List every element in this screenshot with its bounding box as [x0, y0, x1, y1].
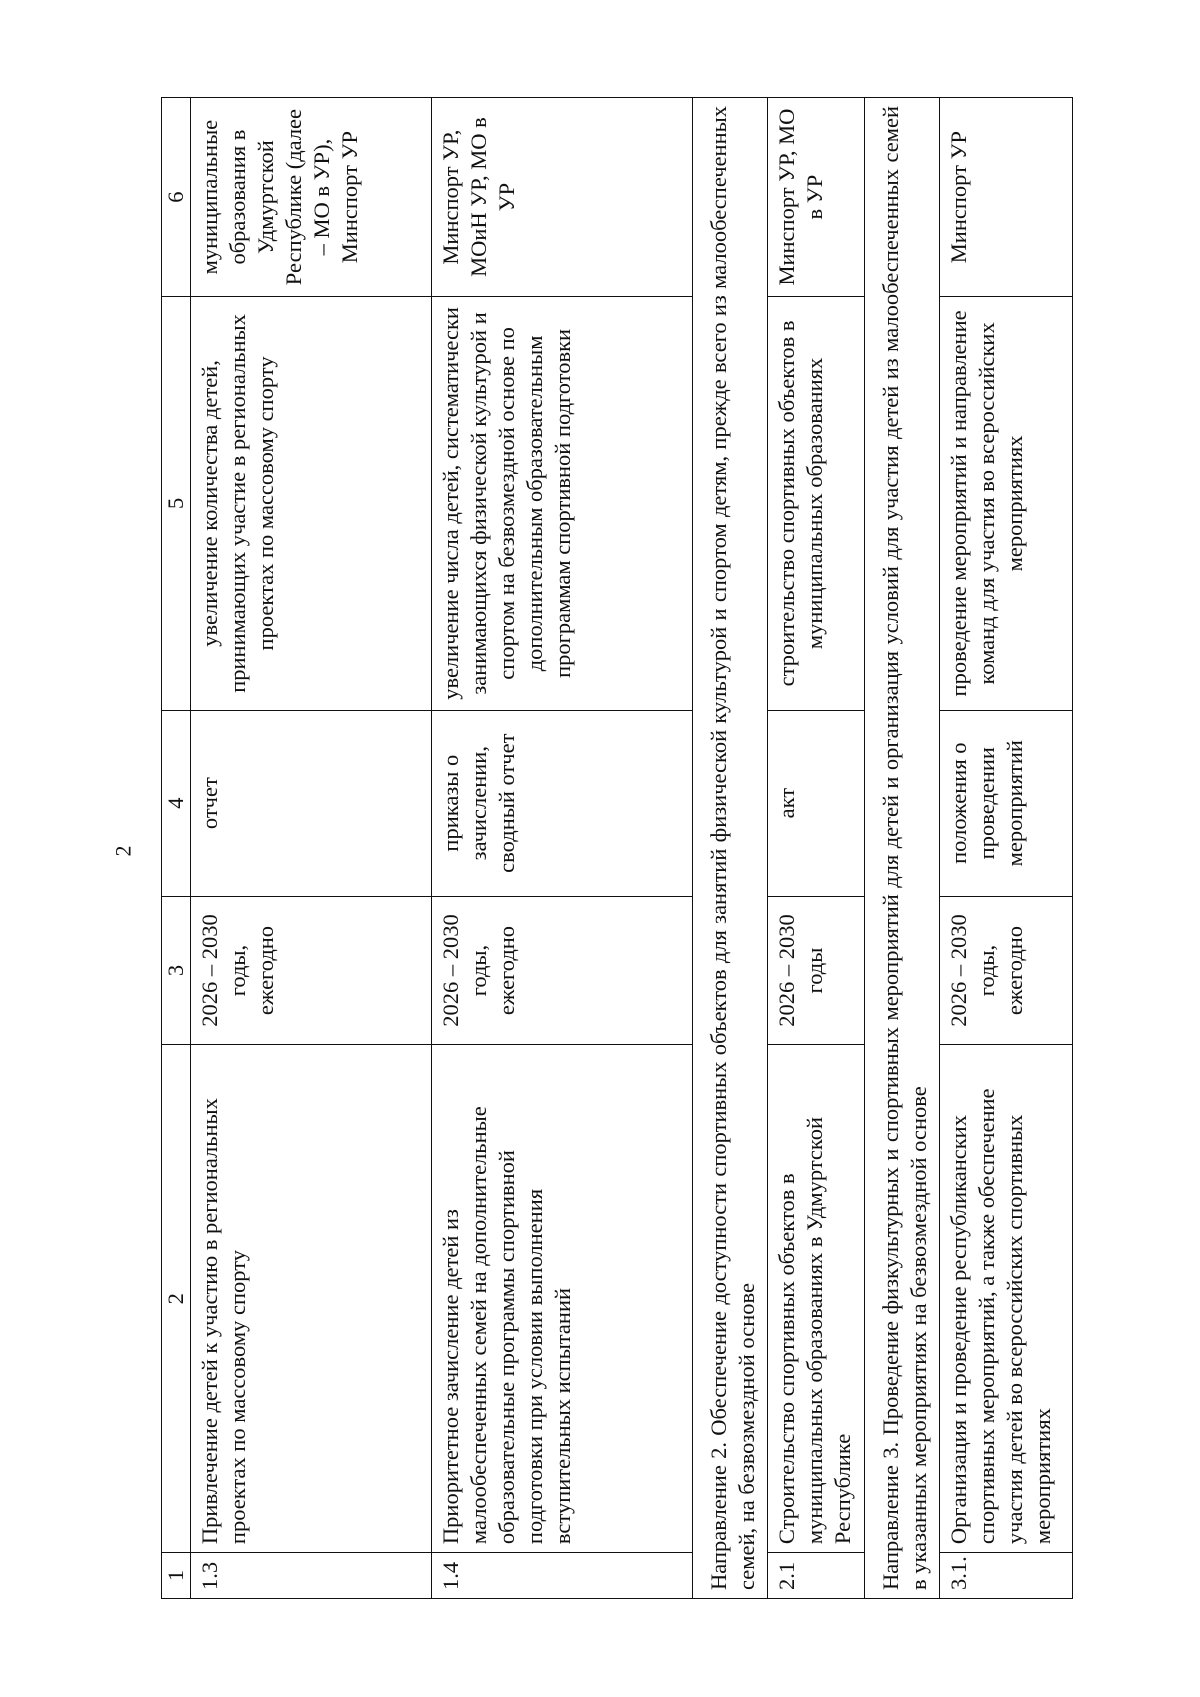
measure-cell: Организация и проведение республиканских спортивных мероприятий, а также обеспечение участия детей во всероссийских спортивных мероприятиях — [940, 1045, 1073, 1553]
section-row — [865, 98, 940, 1599]
table-row — [768, 98, 865, 1599]
header-cell: 2 — [162, 1045, 191, 1553]
term-cell: 2026 – 2030 годы, ежегодно — [191, 896, 432, 1045]
document-cell: приказы о зачислении, сводный отчет — [432, 710, 693, 896]
result-cell: увеличение числа детей, систематически занимающихся физической культурой и спортом на безвозмездной основе по дополнительным образовательным программам спортивной подготовки — [432, 297, 693, 711]
header-row — [162, 98, 191, 1599]
header-cell: 4 — [162, 710, 191, 896]
header-cell: 6 — [162, 98, 191, 297]
rotated-page — [157, 92, 1055, 1604]
section-row — [693, 98, 768, 1599]
header-cell: 5 — [162, 297, 191, 711]
table-row — [432, 98, 693, 1599]
executor-cell: Минспорт УР, МО в УР — [768, 98, 865, 297]
term-cell: 2026 – 2030 годы — [768, 896, 865, 1045]
header-cell: 3 — [162, 896, 191, 1045]
document-cell: отчет — [191, 710, 432, 896]
term-cell: 2026 – 2030 годы, ежегодно — [432, 896, 693, 1045]
executor-cell: Минспорт УР, МОиН УР, МО в УР — [432, 98, 693, 297]
executor-cell: Минспорт УР — [940, 98, 1073, 297]
executor-cell: муниципальные образования в Удмуртской Республике (далее – МО в УР), Минспорт УР — [191, 98, 432, 297]
measure-cell: Приоритетное зачисление детей из малообеспеченных семей на дополнительные образовательные программы спортивной подготовки при условии выполнения вступительных испытаний — [432, 1045, 693, 1553]
table-row — [191, 98, 432, 1599]
row-number: 3.1. — [940, 1553, 1073, 1599]
section-heading-3: Направление 3. Проведение физкультурных и спортивных мероприятий для детей и организация условий для участия детей из малообеспеченных семей в указанных мероприятиях на безвозмездной основе — [865, 98, 940, 1599]
document-cell: положения о проведении мероприятий — [940, 710, 1073, 896]
header-cell: 1 — [162, 1553, 191, 1599]
result-cell: проведение мероприятий и направление команд для участия во всероссийских мероприятиях — [940, 297, 1073, 711]
measure-cell: Строительство спортивных объектов в муниципальных образованиях в Удмуртской Республике — [768, 1045, 865, 1553]
table-row — [940, 98, 1073, 1599]
result-cell: строительство спортивных объектов в муниципальных образованиях — [768, 297, 865, 711]
row-number: 2.1 — [768, 1553, 865, 1599]
row-number: 1.4 — [432, 1553, 693, 1599]
measure-cell: Привлечение детей к участию в региональных проектах по массовому спорту — [191, 1045, 432, 1553]
plan-table — [161, 97, 1073, 1599]
result-cell: увеличение количества детей, принимающих участие в региональных проектах по массовому спорту — [191, 297, 432, 711]
section-heading-2: Направление 2. Обеспечение доступности спортивных объектов для занятий физической культурой и спортом детям, прежде всего из малообеспеченных семей, на безвозмездной основе — [693, 98, 768, 1599]
row-number: 1.3 — [191, 1553, 432, 1599]
term-cell: 2026 – 2030 годы, ежегодно — [940, 896, 1073, 1045]
document-cell: акт — [768, 710, 865, 896]
page-number: 2 — [110, 845, 136, 857]
